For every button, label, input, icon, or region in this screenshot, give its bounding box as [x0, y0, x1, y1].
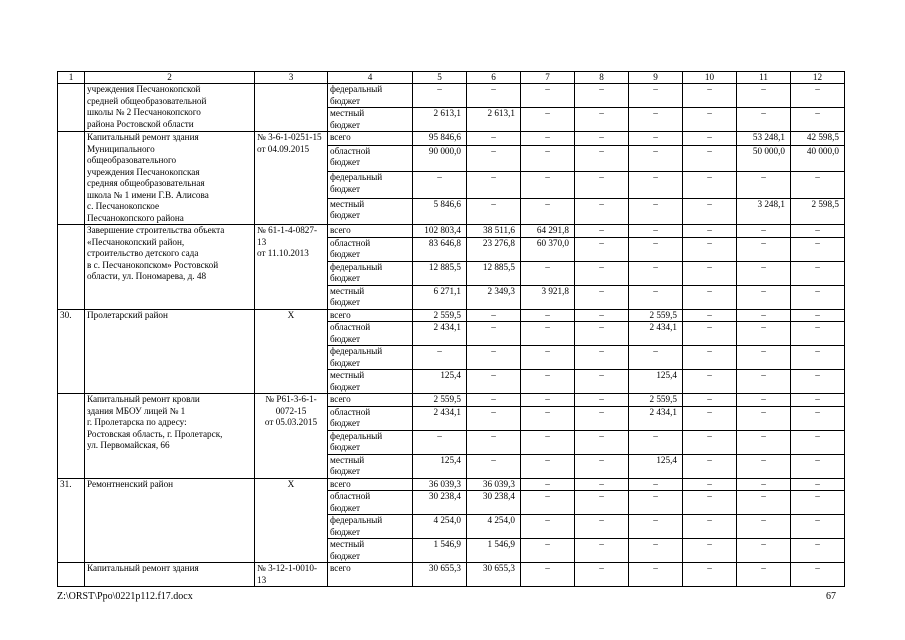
- value-cell: –: [737, 539, 791, 563]
- funding-source-cell: областной бюджет: [328, 406, 413, 430]
- row-number-cell: 31.: [58, 478, 85, 563]
- value-cell: 1 546,9: [467, 539, 521, 563]
- value-cell: –: [791, 346, 845, 370]
- funding-source-cell: федеральный бюджет: [328, 261, 413, 285]
- registration-cell: № 61-1-4-0827-13 от 11.10.2013: [255, 225, 328, 310]
- document-page: [57, 71, 844, 587]
- value-cell: 23 276,8: [467, 237, 521, 261]
- value-cell: 125,4: [629, 454, 683, 478]
- value-cell: –: [521, 406, 575, 430]
- value-cell: 42 598,5: [791, 132, 845, 146]
- value-cell: –: [575, 515, 629, 539]
- value-cell: –: [737, 515, 791, 539]
- value-cell: –: [791, 515, 845, 539]
- value-cell: 3 248,1: [737, 198, 791, 224]
- header-cell: 12: [791, 72, 845, 84]
- value-cell: –: [467, 132, 521, 146]
- value-cell: –: [629, 237, 683, 261]
- value-cell: –: [683, 108, 737, 132]
- row-number-cell: [58, 132, 85, 225]
- object-name-cell: Ремонтненский район: [85, 478, 255, 563]
- value-cell: –: [629, 132, 683, 146]
- value-cell: –: [521, 454, 575, 478]
- value-cell: –: [467, 198, 521, 224]
- registration-cell: № Р61-3-6-1- 0072-15 от 05.03.2015: [255, 394, 328, 479]
- value-cell: –: [629, 539, 683, 563]
- value-cell: –: [467, 430, 521, 454]
- funding-source-cell: областной бюджет: [328, 145, 413, 171]
- funding-source-cell: местный бюджет: [328, 454, 413, 478]
- value-cell: –: [575, 108, 629, 132]
- value-cell: –: [575, 454, 629, 478]
- funding-source-cell: федеральный бюджет: [328, 84, 413, 108]
- value-cell: –: [791, 491, 845, 515]
- funding-source-cell: федеральный бюджет: [328, 346, 413, 370]
- value-cell: –: [575, 563, 629, 587]
- value-cell: 90 000,0: [413, 145, 467, 171]
- value-cell: 60 370,0: [521, 237, 575, 261]
- table-row: [58, 309, 845, 322]
- value-cell: –: [467, 370, 521, 394]
- value-cell: 12 885,5: [467, 261, 521, 285]
- value-cell: –: [737, 261, 791, 285]
- value-cell: –: [575, 478, 629, 491]
- value-cell: 125,4: [629, 370, 683, 394]
- value-cell: –: [467, 84, 521, 108]
- value-cell: –: [575, 172, 629, 198]
- header-cell: 9: [629, 72, 683, 84]
- value-cell: –: [683, 145, 737, 171]
- value-cell: –: [791, 225, 845, 238]
- value-cell: 2 349,3: [467, 285, 521, 309]
- object-name-cell: Капитальный ремонт здания Муниципального общеобразовательного учреждения Песчанокопская средняя общеобразовательная школа № 1 имени Г.В. Алисова с. Песчанокопское Песчанокопского района: [85, 132, 255, 225]
- funding-source-cell: всего: [328, 394, 413, 407]
- value-cell: –: [791, 370, 845, 394]
- table-row: [58, 132, 845, 146]
- value-cell: –: [683, 84, 737, 108]
- value-cell: 2 559,5: [413, 309, 467, 322]
- value-cell: –: [737, 491, 791, 515]
- value-cell: –: [683, 285, 737, 309]
- registration-cell: № 3-6-1-0251-15 от 04.09.2015: [255, 132, 328, 225]
- value-cell: –: [791, 322, 845, 346]
- value-cell: –: [683, 225, 737, 238]
- value-cell: 2 559,5: [629, 394, 683, 407]
- value-cell: –: [791, 394, 845, 407]
- header-cell: 5: [413, 72, 467, 84]
- registration-cell: [255, 84, 328, 132]
- value-cell: 30 655,3: [467, 563, 521, 587]
- value-cell: 40 000,0: [791, 145, 845, 171]
- value-cell: –: [575, 309, 629, 322]
- value-cell: –: [737, 406, 791, 430]
- value-cell: –: [791, 261, 845, 285]
- value-cell: –: [737, 225, 791, 238]
- value-cell: –: [737, 563, 791, 587]
- funding-source-cell: федеральный бюджет: [328, 430, 413, 454]
- value-cell: –: [521, 198, 575, 224]
- value-cell: –: [575, 285, 629, 309]
- value-cell: –: [791, 430, 845, 454]
- value-cell: –: [737, 478, 791, 491]
- value-cell: –: [737, 430, 791, 454]
- value-cell: –: [791, 563, 845, 587]
- value-cell: –: [521, 346, 575, 370]
- value-cell: –: [575, 346, 629, 370]
- value-cell: –: [791, 309, 845, 322]
- object-name-cell: Капитальный ремонт кровли здания МБОУ лицей № 1 г. Пролетарска по адресу: Ростовская область, г. Пролетарск, ул. Первомайская, 66: [85, 394, 255, 479]
- funding-source-cell: всего: [328, 225, 413, 238]
- value-cell: –: [629, 563, 683, 587]
- value-cell: –: [737, 285, 791, 309]
- value-cell: –: [629, 478, 683, 491]
- value-cell: –: [521, 172, 575, 198]
- value-cell: –: [629, 261, 683, 285]
- value-cell: –: [683, 237, 737, 261]
- funding-source-cell: всего: [328, 309, 413, 322]
- page-number: 67: [826, 591, 836, 602]
- value-cell: –: [683, 491, 737, 515]
- value-cell: 1 546,9: [413, 539, 467, 563]
- value-cell: –: [737, 108, 791, 132]
- value-cell: –: [791, 285, 845, 309]
- value-cell: 2 559,5: [629, 309, 683, 322]
- value-cell: –: [683, 563, 737, 587]
- value-cell: –: [737, 309, 791, 322]
- value-cell: 36 039,3: [467, 478, 521, 491]
- value-cell: –: [521, 394, 575, 407]
- value-cell: –: [575, 539, 629, 563]
- value-cell: –: [791, 84, 845, 108]
- funding-source-cell: областной бюджет: [328, 237, 413, 261]
- object-name-cell: Завершение строительства объекта «Песчанокопский район, строительство детского сада в с. Песчанокопском» Ростовской области, ул. Пономарева, д. 48: [85, 225, 255, 310]
- funding-source-cell: местный бюджет: [328, 370, 413, 394]
- table-row: [58, 84, 845, 108]
- value-cell: –: [521, 261, 575, 285]
- funding-source-cell: местный бюджет: [328, 539, 413, 563]
- value-cell: –: [791, 108, 845, 132]
- registration-cell: № 3-12-1-0010-13: [255, 563, 328, 587]
- value-cell: –: [467, 145, 521, 171]
- value-cell: –: [791, 478, 845, 491]
- value-cell: –: [737, 346, 791, 370]
- value-cell: –: [413, 84, 467, 108]
- value-cell: –: [575, 430, 629, 454]
- value-cell: –: [521, 309, 575, 322]
- value-cell: –: [791, 406, 845, 430]
- value-cell: –: [737, 84, 791, 108]
- value-cell: –: [467, 394, 521, 407]
- value-cell: –: [467, 172, 521, 198]
- budget-table: [57, 71, 845, 587]
- value-cell: –: [737, 237, 791, 261]
- value-cell: –: [791, 539, 845, 563]
- funding-source-cell: всего: [328, 478, 413, 491]
- value-cell: –: [521, 563, 575, 587]
- value-cell: –: [521, 108, 575, 132]
- value-cell: 3 921,8: [521, 285, 575, 309]
- value-cell: –: [683, 478, 737, 491]
- value-cell: 125,4: [413, 370, 467, 394]
- value-cell: –: [575, 84, 629, 108]
- registration-cell: Х: [255, 478, 328, 563]
- table-row: [58, 225, 845, 238]
- object-name-cell: учреждения Песчанокопской средней общеобразовательной школы № 2 Песчанокопского района Ростовской области: [85, 84, 255, 132]
- value-cell: –: [467, 309, 521, 322]
- value-cell: –: [575, 261, 629, 285]
- value-cell: –: [683, 309, 737, 322]
- value-cell: –: [737, 454, 791, 478]
- value-cell: –: [791, 454, 845, 478]
- value-cell: –: [683, 515, 737, 539]
- value-cell: 6 271,1: [413, 285, 467, 309]
- value-cell: 38 511,6: [467, 225, 521, 238]
- table-row: [58, 394, 845, 407]
- value-cell: –: [629, 346, 683, 370]
- header-cell: 2: [85, 72, 255, 84]
- value-cell: 30 655,3: [413, 563, 467, 587]
- value-cell: –: [575, 198, 629, 224]
- value-cell: 2 613,1: [413, 108, 467, 132]
- header-cell: 10: [683, 72, 737, 84]
- value-cell: –: [629, 84, 683, 108]
- header-cell: 4: [328, 72, 413, 84]
- value-cell: –: [467, 406, 521, 430]
- value-cell: –: [683, 406, 737, 430]
- row-number-cell: 30.: [58, 309, 85, 394]
- value-cell: –: [683, 172, 737, 198]
- value-cell: –: [575, 225, 629, 238]
- value-cell: –: [521, 430, 575, 454]
- footer-file-path: Z:\ORST\Ppo\0221p112.f17.docx: [57, 591, 193, 602]
- funding-source-cell: федеральный бюджет: [328, 172, 413, 198]
- value-cell: –: [467, 454, 521, 478]
- value-cell: –: [521, 132, 575, 146]
- funding-source-cell: всего: [328, 563, 413, 587]
- value-cell: –: [575, 132, 629, 146]
- value-cell: 83 646,8: [413, 237, 467, 261]
- object-name-cell: Пролетарский район: [85, 309, 255, 394]
- value-cell: –: [467, 322, 521, 346]
- value-cell: –: [629, 515, 683, 539]
- value-cell: –: [575, 406, 629, 430]
- value-cell: 102 803,4: [413, 225, 467, 238]
- value-cell: 2 598,5: [791, 198, 845, 224]
- value-cell: –: [737, 322, 791, 346]
- header-cell: 3: [255, 72, 328, 84]
- value-cell: –: [521, 84, 575, 108]
- value-cell: –: [629, 145, 683, 171]
- value-cell: –: [521, 145, 575, 171]
- value-cell: 30 238,4: [413, 491, 467, 515]
- object-name-cell: Капитальный ремонт здания: [85, 563, 255, 587]
- value-cell: 95 846,6: [413, 132, 467, 146]
- value-cell: –: [629, 172, 683, 198]
- value-cell: –: [575, 322, 629, 346]
- header-cell: 8: [575, 72, 629, 84]
- value-cell: –: [575, 145, 629, 171]
- value-cell: –: [413, 346, 467, 370]
- table-row: [58, 478, 845, 491]
- value-cell: –: [683, 430, 737, 454]
- value-cell: –: [629, 430, 683, 454]
- value-cell: 125,4: [413, 454, 467, 478]
- value-cell: –: [413, 172, 467, 198]
- row-number-cell: [58, 394, 85, 479]
- value-cell: –: [521, 539, 575, 563]
- funding-source-cell: местный бюджет: [328, 108, 413, 132]
- value-cell: 50 000,0: [737, 145, 791, 171]
- value-cell: 36 039,3: [413, 478, 467, 491]
- value-cell: –: [737, 370, 791, 394]
- value-cell: 4 254,0: [413, 515, 467, 539]
- funding-source-cell: областной бюджет: [328, 491, 413, 515]
- value-cell: –: [737, 172, 791, 198]
- value-cell: –: [521, 478, 575, 491]
- value-cell: –: [629, 285, 683, 309]
- header-row: [58, 72, 845, 84]
- value-cell: –: [575, 237, 629, 261]
- value-cell: –: [629, 225, 683, 238]
- value-cell: –: [629, 108, 683, 132]
- value-cell: 4 254,0: [467, 515, 521, 539]
- funding-source-cell: местный бюджет: [328, 285, 413, 309]
- value-cell: 5 846,6: [413, 198, 467, 224]
- value-cell: –: [683, 322, 737, 346]
- value-cell: 2 434,1: [629, 406, 683, 430]
- value-cell: –: [629, 491, 683, 515]
- value-cell: –: [683, 394, 737, 407]
- value-cell: –: [683, 370, 737, 394]
- value-cell: –: [521, 322, 575, 346]
- value-cell: 30 238,4: [467, 491, 521, 515]
- value-cell: –: [413, 430, 467, 454]
- value-cell: –: [683, 346, 737, 370]
- value-cell: –: [683, 454, 737, 478]
- funding-source-cell: местный бюджет: [328, 198, 413, 224]
- value-cell: –: [521, 370, 575, 394]
- value-cell: 64 291,8: [521, 225, 575, 238]
- row-number-cell: [58, 84, 85, 132]
- value-cell: –: [791, 172, 845, 198]
- header-cell: 6: [467, 72, 521, 84]
- value-cell: –: [629, 198, 683, 224]
- value-cell: 12 885,5: [413, 261, 467, 285]
- row-number-cell: [58, 563, 85, 587]
- header-cell: 7: [521, 72, 575, 84]
- funding-source-cell: всего: [328, 132, 413, 146]
- value-cell: –: [575, 394, 629, 407]
- table-row: [58, 563, 845, 587]
- value-cell: –: [575, 370, 629, 394]
- value-cell: –: [521, 515, 575, 539]
- value-cell: 2 434,1: [629, 322, 683, 346]
- value-cell: 53 248,1: [737, 132, 791, 146]
- value-cell: –: [467, 346, 521, 370]
- header-cell: 11: [737, 72, 791, 84]
- funding-source-cell: федеральный бюджет: [328, 515, 413, 539]
- value-cell: 2 434,1: [413, 322, 467, 346]
- value-cell: –: [737, 394, 791, 407]
- value-cell: –: [791, 237, 845, 261]
- header-cell: 1: [58, 72, 85, 84]
- value-cell: –: [683, 132, 737, 146]
- value-cell: –: [683, 539, 737, 563]
- value-cell: –: [683, 198, 737, 224]
- value-cell: 2 559,5: [413, 394, 467, 407]
- value-cell: –: [683, 261, 737, 285]
- value-cell: 2 613,1: [467, 108, 521, 132]
- row-number-cell: [58, 225, 85, 310]
- value-cell: 2 434,1: [413, 406, 467, 430]
- funding-source-cell: областной бюджет: [328, 322, 413, 346]
- value-cell: –: [575, 491, 629, 515]
- registration-cell: Х: [255, 309, 328, 394]
- value-cell: –: [521, 491, 575, 515]
